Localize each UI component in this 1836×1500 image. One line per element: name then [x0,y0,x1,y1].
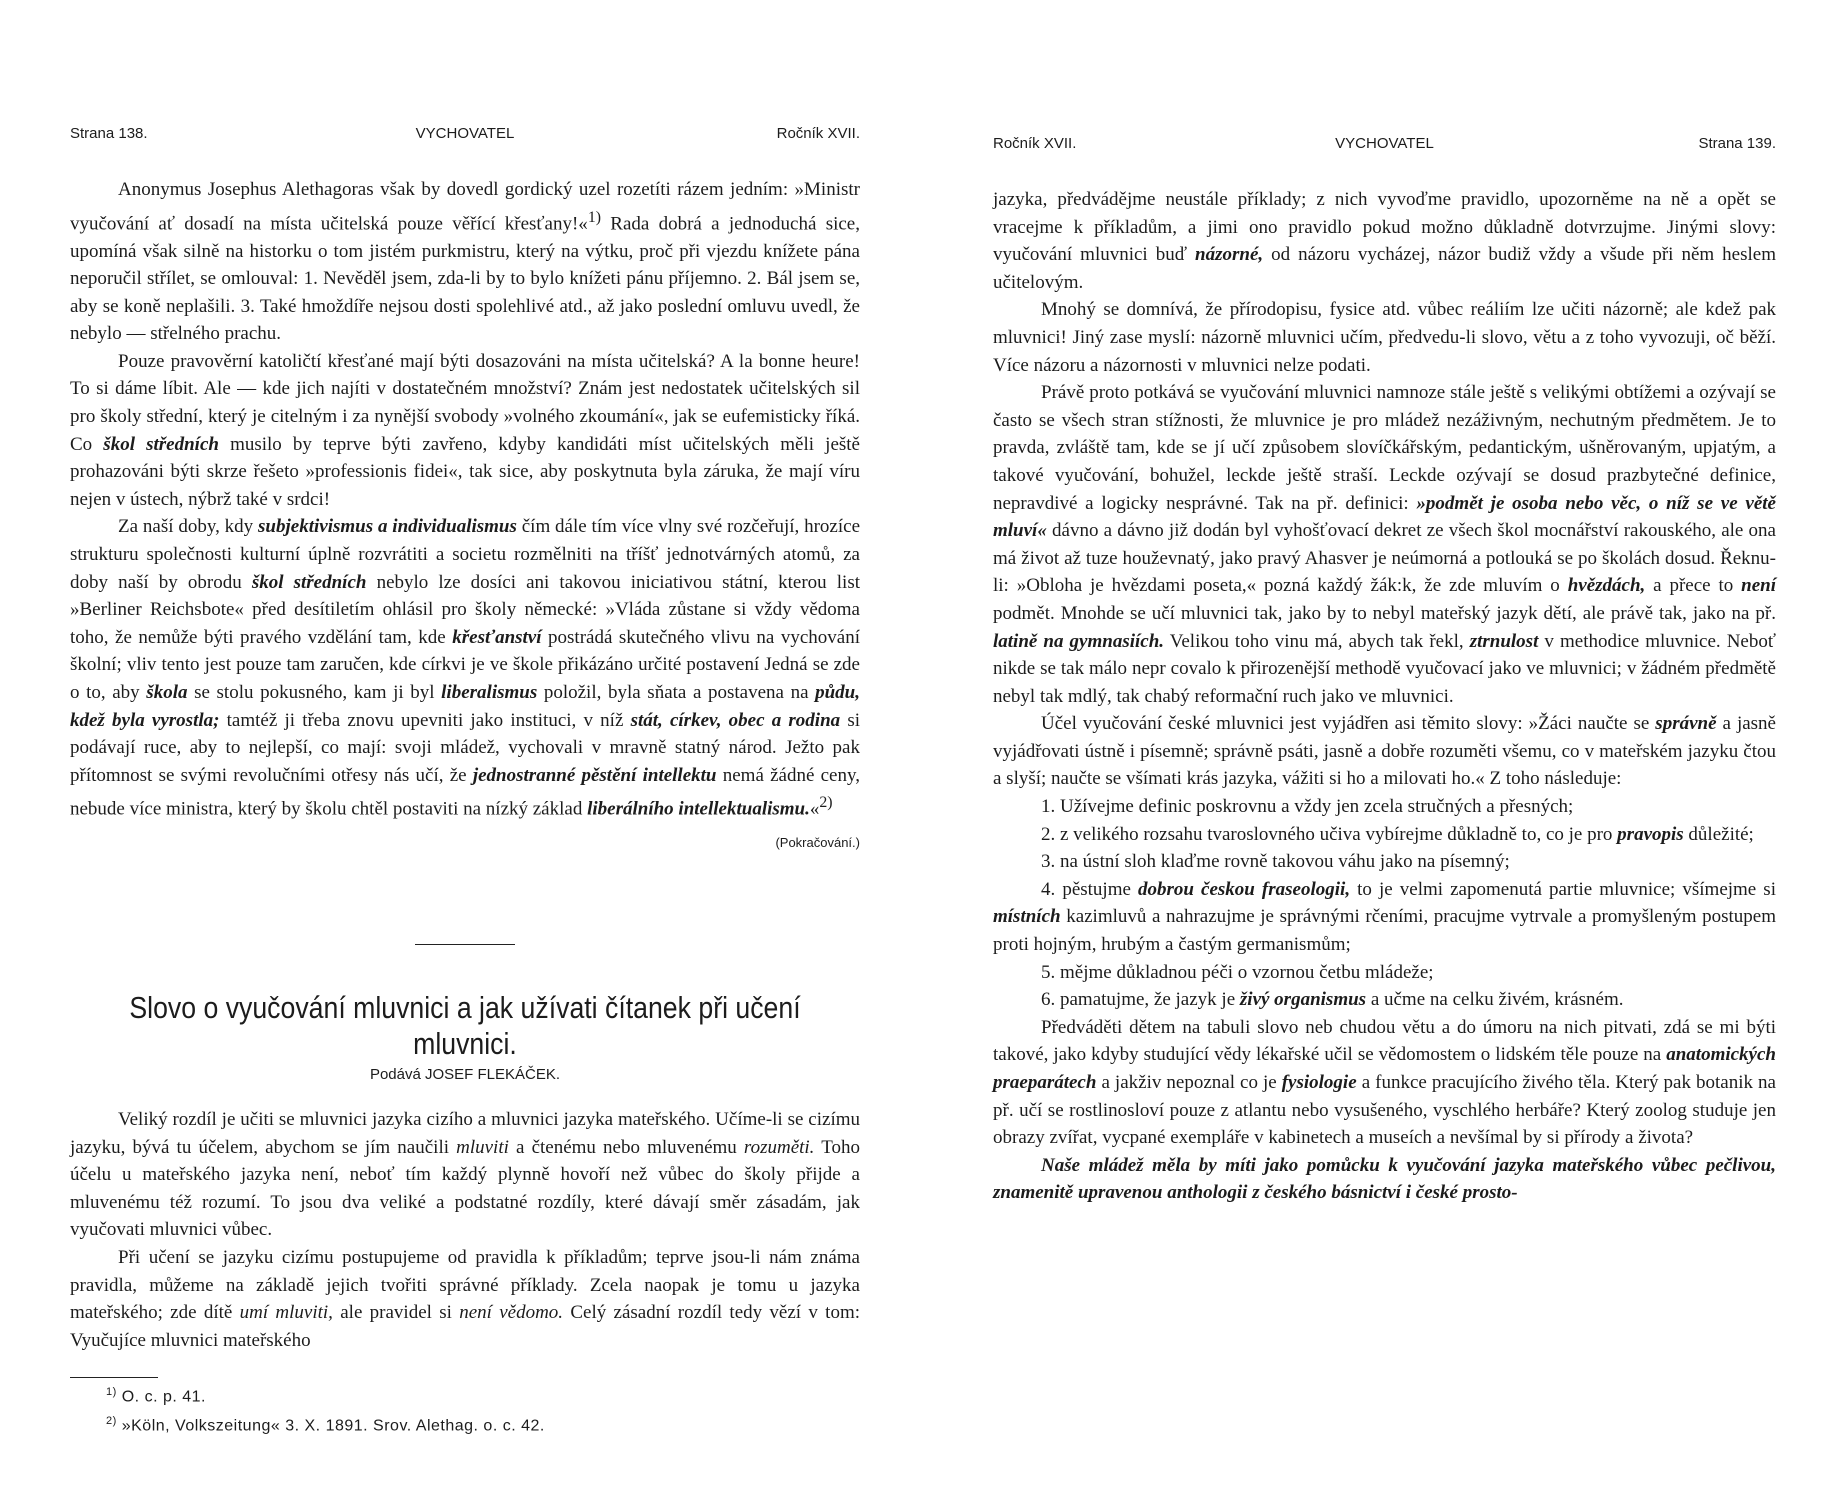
paragraph: Při učení se jazyku cizímu postupujeme od pravidla k příkladům; teprve jsou-li nám známa pravidla, můžeme na základě jejich tvořiti správné příklady. Zcela naopak je tomu u jazyka mateřského; zde dítě umí mluviti, ale pravidel si není vědomo. Celý zásadní rozdíl tedy vězí v tom: Vyučujíce mluvnici mateřského [70,1246,861,1351]
right-volume: Ročník XVII. [993,135,1077,152]
paragraph: jazyka, předvádějme neustále příklady; z nich vyvoďme pravidlo, upozorněme na ně a opět se vracejme k příkladům, a jimi ono pravidlo pokud možno důkladně dotvrzujme. Jinými slovy: vyučování mluvnici buď názorné, od názoru vycházej, názor budiž vždy a všude při něm heslem učitelovým. [993,189,1776,293]
list-item: 1. Užívejme definic poskrovnu a vždy jen zcela stručných a přesných; [1041,796,1574,818]
left-bottom-text [70,1106,860,1354]
list-item: 2. z velikého rozsahu tvaroslovného učiva vybírejme důkladně to, co je pro pravopis důležité; [1041,823,1754,845]
left-volume: Ročník XVII. [776,125,860,142]
left-page-number: Strana 138. [70,125,148,142]
footnote: $^{1)}$ O. c. p. 41. [106,1386,206,1406]
article-byline: Podává JOSEF FLEKÁČEK. [369,1066,561,1083]
list-item: 6. pamatujme, že jazyk je živý organismus a učme na celku živém, krásném. [1041,989,1624,1011]
right-page [993,0,1776,1500]
paragraph: Veliký rozdíl je učiti se mluvnici jazyka cizího a mluvnici jazyka mateřského. Učíme-li se cizímu jazyku, bývá tu účelem, abychom se jím naučili mluviti a čtenému nebo mluvenému rozuměti. Toho účelu u mateřského jazyka není, neboť tím každý plynně hovoří než vůbec do školy přijde a mluvenému též rozumí. To jsou dva veliké a podstatné rozdíly, které dávají směr zásadám, jak vyučovati mluvnici vůbec. [70,1109,860,1241]
left-journal-title: VYCHOVATEL [415,125,515,142]
right-running-head [993,135,1776,159]
list-item: 4. pěstujme dobrou českou fraseologii, to je velmi zapomenutá partie mluvnice; všímejme si místních kazimluvů a nahrazujme je správnými rčeními, pracujme vytrvale a promyšleným postupem proti hojným, hrubým a častým germanismům; [993,878,1776,956]
list-item: 5. mějme důkladnou péči o vzornou četbu mládeže; [1041,961,1434,983]
right-page-number: Strana 139. [1698,135,1776,152]
footnote-ref[interactable]: 2) [819,794,833,812]
paragraph: Účel vyučování české mluvnici jest vyjádřen asi těmito slovy: »Žáci naučte se správně a jasně vyjádřovati ústně i písemně; správně psáti, jasně a dobře rozuměti všemu, co v mateřském jazyku čtou a slyší; naučte se všímati krás jazyka, vážiti si ho a milovati ho.« Z toho následuje: [993,713,1776,790]
section-divider [415,944,515,945]
footnote-rule [70,1377,158,1378]
left-page [70,0,860,1500]
paragraph: Předváděti dětem na tabuli slovo neb chudou větu a do úmoru na nich pitvati, zdá se mi býti takové, jako kdyby studující vědy lékařské učil se vědomostem o lidském těle pouze na anatomických praeparátech a jakživ nepoznal co je fysiologie a funkce pracujícího živého těla. Který pak botanik na př. učí se rostlinosloví pouze z atlantu nebo vysušeného, vyschlého herbáře? Který zoolog studuje jen obrazy zvířat, vycpané exempláře v kabinetech a museích a nevšímal by si přírody a života? [993,1016,1776,1149]
footnote-ref[interactable]: 1) [587,208,601,226]
footnote: $^{2)}$ »Köln, Volkszeitung« 3. X. 1891. Srov. Alethag. o. c. 42. [106,1415,545,1435]
paragraph: Za naší doby, kdy subjektivismus a individualismus čím dále tím více vlny své rozčeřují, hrozíce strukturu společnosti kulturní úplně rozvrátiti a societu rozmělniti na tříšť jednotvárných atomů, za doby naší by obrodu škol středních nebylo lze dosíci ani takovou iniciativou státní, kterou list »Berliner Reichsbote« před desítiletím ohlásil pro školy německé: »Vláda zůstane si vždy vědoma toho, že nemůže býti pravého vzdělání tam, kde křesťanství postrádá skutečného vlivu na vychování školní; vliv tento jest pouze tam zaručen, kde církvi je ve škole přikázáno určité postavení Jedná se zde o to, aby škola se stolu pokusného, kam ji byl liberalismus položil, byla sňata a postavena na půdu, kdež byla vyrostla; tamtéž ji třeba znovu upevniti jako instituci, v níž stát, církev, obec a rodina si podávají ruce, aby to nejlepší, co mají: svoji mládež, vychovali v mravně statný národ. Ježto pak přítomnost se svými revolučními otřesy nás učí, že jednostranné pěstění intellektu nemá žádné ceny, nebude více ministra, který by školu chtěl postaviti na nízký základ liberálního intellektualismu.«$^{2)}$ (Pokračování.) [70,513,860,823]
paragraph: Anonymus Josephus Alethagoras však by dovedl gordický uzel rozetíti rázem jedním: »Ministr vyučování ať dosadí na místa učitelská pouze věřící křesťany!«$^{1)}$ Rada dobrá a jednoduchá sice, upomíná však silně na historku o tom jistém purkmistru, který na výtku, proč při vjezdu knížete pána neporučil střílet, se omlouval: 1. Nevěděl jsem, zda-li by to bylo knížeti pánu příjemno. 2. Bál jsem se, aby se koně neplašili. 3. Také hmoždíře nejsou dosti spolehlivé atd., až jako poslední omluvu uvedl, že nebylo — střelného prachu. [70,179,860,345]
paragraph: Mnohý se domnívá, že přírodopisu, fysice atd. vůbec reáliím lze učiti názorně; ale kdež pak mluvnici! Jiný zase myslí: názorně mluvnici učím, předvedu-li slovo, větu a z toho vyvozuji, oč běží. Více názoru a názornosti v mluvnici nelze podati. [993,299,1776,376]
list-item: 3. na ústní sloh klaďme rovně takovou váhu jako na písemný; [1041,851,1510,873]
left-top-text [70,176,860,857]
right-text [993,186,1776,1207]
paragraph: Naše mládež měla by míti jako pomůcku k vyučování jazyka mateřského vůbec pečlivou, znamenitě upravenou anthologii z českého básnictví i české prosto- [993,1154,1776,1204]
paragraph: Pouze pravověrní katoličtí křesťané mají býti dosazováni na místa učitelská? A la bonne heure! To si dáme líbit. Ale — kde jich najíti v dostatečném množství? Znám jest nedostatek učitelských sil pro školy střední, který je citelným i za nynější svobody »volného zkoumání«, jak se eufemisticky říká. Co škol středních musilo by teprve býti zavřeno, kdyby kandidáti míst učitelských měli ještě prohazováni býti skrze řešeto »professionis fidei«, tak sice, aby poskytnuta byla záruka, že mají víru nejen v ústech, nýbrž také v srdci! [70,350,860,510]
right-journal-title: VYCHOVATEL [1335,135,1434,152]
continued-note: (Pokračování.) [775,835,860,851]
numbered-list [993,793,1776,1014]
left-running-head [70,125,860,149]
article-title: Slovo o vyučování mluvnici a jak užívati čítanek při učení mluvnici. [129,990,801,1061]
footnotes [106,1380,545,1439]
paragraph: Právě proto potkává se vyučování mluvnici namnoze stále ještě s velikými obtížemi a ozývají se často se všech stran stížnosti, že mluvnice je pro mládež nezáživným, nechutným předmětem. Je to pravda, zvláště tam, kde se jí učí způsobem slovíčkářským, pedantickým, ušněrovaným, upjatým, a takové vyučování, bohužel, leckde ještě straší. Leckde ozývají se dosud prazbytečné definice, nepravdivé a logicky nesprávné. Tak na př. definici: »podmět je osoba nebo věc, o níž se ve větě mluví« dávno a dávno již dodán byl vyhošťovací dekret ze všech škol mocnářství rakouského, ale ona má život až tuze houževnatý, jako pravý Ahasver je neúmorná a potlouká se po školách dosud. Řeknu-li: »Obloha je hvězdami poseta,« pozná každý žák:k, že zde mluvím o hvězdách, a přece to není podmět. Mnohde se učí mluvnici tak, jako by to nebyl mateřský jazyk dětí, ale právě tak, jako na př. latině na gymnasiích. Velikou toho vinu má, abych tak řekl, ztrnulost v methodice mluvnice. Neboť nikde se tak málo nepr covalo k přirozenější methodě vyučovací jako ve mluvnici; v žádném předmětě nebyl tak mdlý, tak chabý reformační ruch jako ve mluvnici. [993,382,1776,707]
